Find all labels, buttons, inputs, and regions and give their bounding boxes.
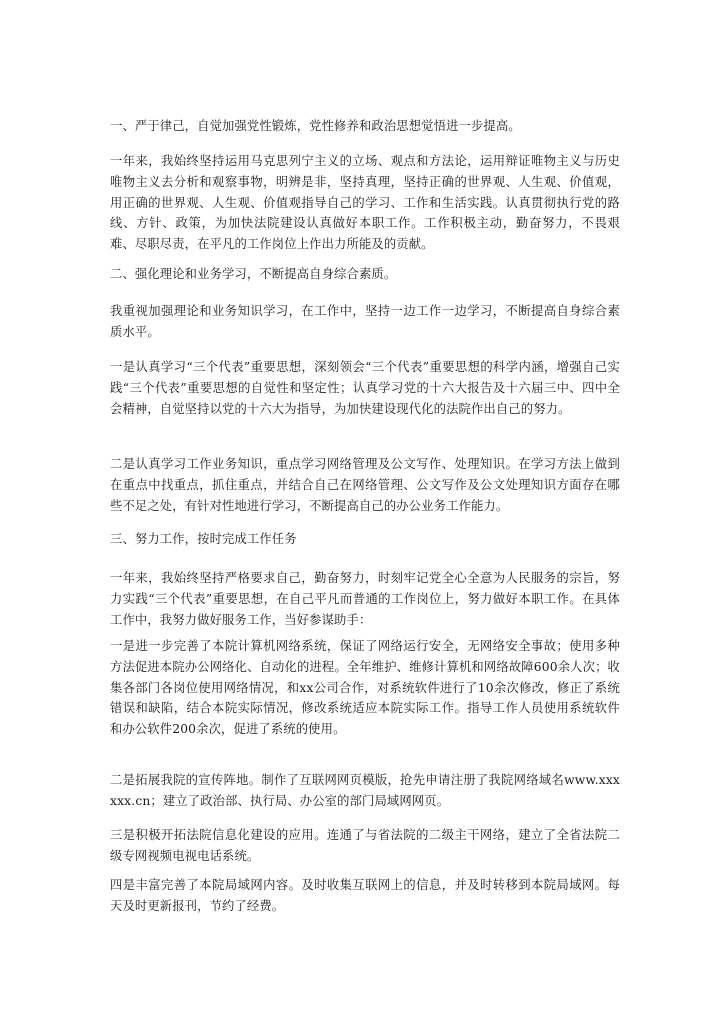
paragraph-1: 一年来，我始终坚持运用马克思列宁主义的立场、观点和方法论，运用辩证唯物主义与历史唯物主义去分析和观察事物，明辨是非，坚持真理，坚持正确的世界观、人生观、价值观，用正确的世界观、人生观、价值观指导自己的学习、工作和生活实践。认真贯彻执行党的路线、方针、政策，为加快法院建设认真做好本职工作。工作积极主动，勤奋努力，不畏艰难、尽职尽责，在平凡的工作岗位上作出力所能及的贡献。 bbox=[110, 154, 620, 252]
paragraph-4: 二是认真学习工作业务知识，重点学习网络管理及公文写作、处理知识。在学习方法上做到在重点中找重点，抓住重点，并结合自己在网络管理、公文写作及公文处理知识方面存在哪些不足之处，有针对性地进行学习，不断提高自己的办公业务工作能力。 bbox=[110, 457, 620, 513]
paragraph-2: 我重视加强理论和业务知识学习，在工作中，坚持一边工作一边学习，不断提高自身综合素质水平。 bbox=[110, 304, 620, 339]
paragraph-5: 一年来，我始终坚持严格要求自己，勤奋努力，时刻牢记党全心全意为人民服务的宗旨，努力实践“三个代表”重要思想，在自己平凡而普通的工作岗位上，努力做好本职工作。在具体工作中，我努力做好服务工作，当好参谋助手： bbox=[110, 571, 620, 627]
paragraph-7: 二是拓展我院的宣传阵地。制作了互联网网页模版，抢先申请注册了我院网络域名www.xxxxxx.cn；建立了政治部、执行局、办公室的部门局域网网页。 bbox=[110, 773, 620, 808]
paragraph-8: 三是积极开拓法院信息化建设的应用。连通了与省法院的二级主干网络，建立了全省法院二级专网视频电视电话系统。 bbox=[110, 828, 620, 863]
paragraph-9: 四是丰富完善了本院局域网内容。及时收集互联网上的信息，并及时转移到本院局域网。每天及时更新报刊，节约了经费。 bbox=[110, 878, 620, 913]
section-heading-1: 一、严于律己，自觉加强党性锻炼，党性修养和政治思想觉悟进一步提高。 bbox=[110, 119, 521, 133]
paragraph-3: 一是认真学习“三个代表”重要思想，深刻领会“三个代表”重要思想的科学内涵，增强自己实践“三个代表”重要思想的自觉性和坚定性；认真学习党的十六大报告及十六届三中、四中全会精神，自觉坚持以党的十六大为指导，为加快建设现代化的法院作出自己的努力。 bbox=[110, 360, 620, 416]
paragraph-6: 一是进一步完善了本院计算机网络系统，保证了网络运行安全，无网络安全事故；使用多种方法促进本院办公网络化、自动化的进程。全年维护、维修计算机和网络故障600余人次；收集各部门各岗位使用网络情况，和xx公司合作，对系统软件进行了10余次修改，修正了系统错误和缺陷，结合本院实际情况，修改系统适应本院实际工作。指导工作人员使用系统软件和办公软件200余次，促进了系统的使用。 bbox=[110, 639, 620, 737]
section-heading-3: 三、努力工作，按时完成工作任务 bbox=[110, 532, 297, 546]
section-heading-2: 二、强化理论和业务学习，不断提高自身综合素质。 bbox=[110, 267, 397, 281]
